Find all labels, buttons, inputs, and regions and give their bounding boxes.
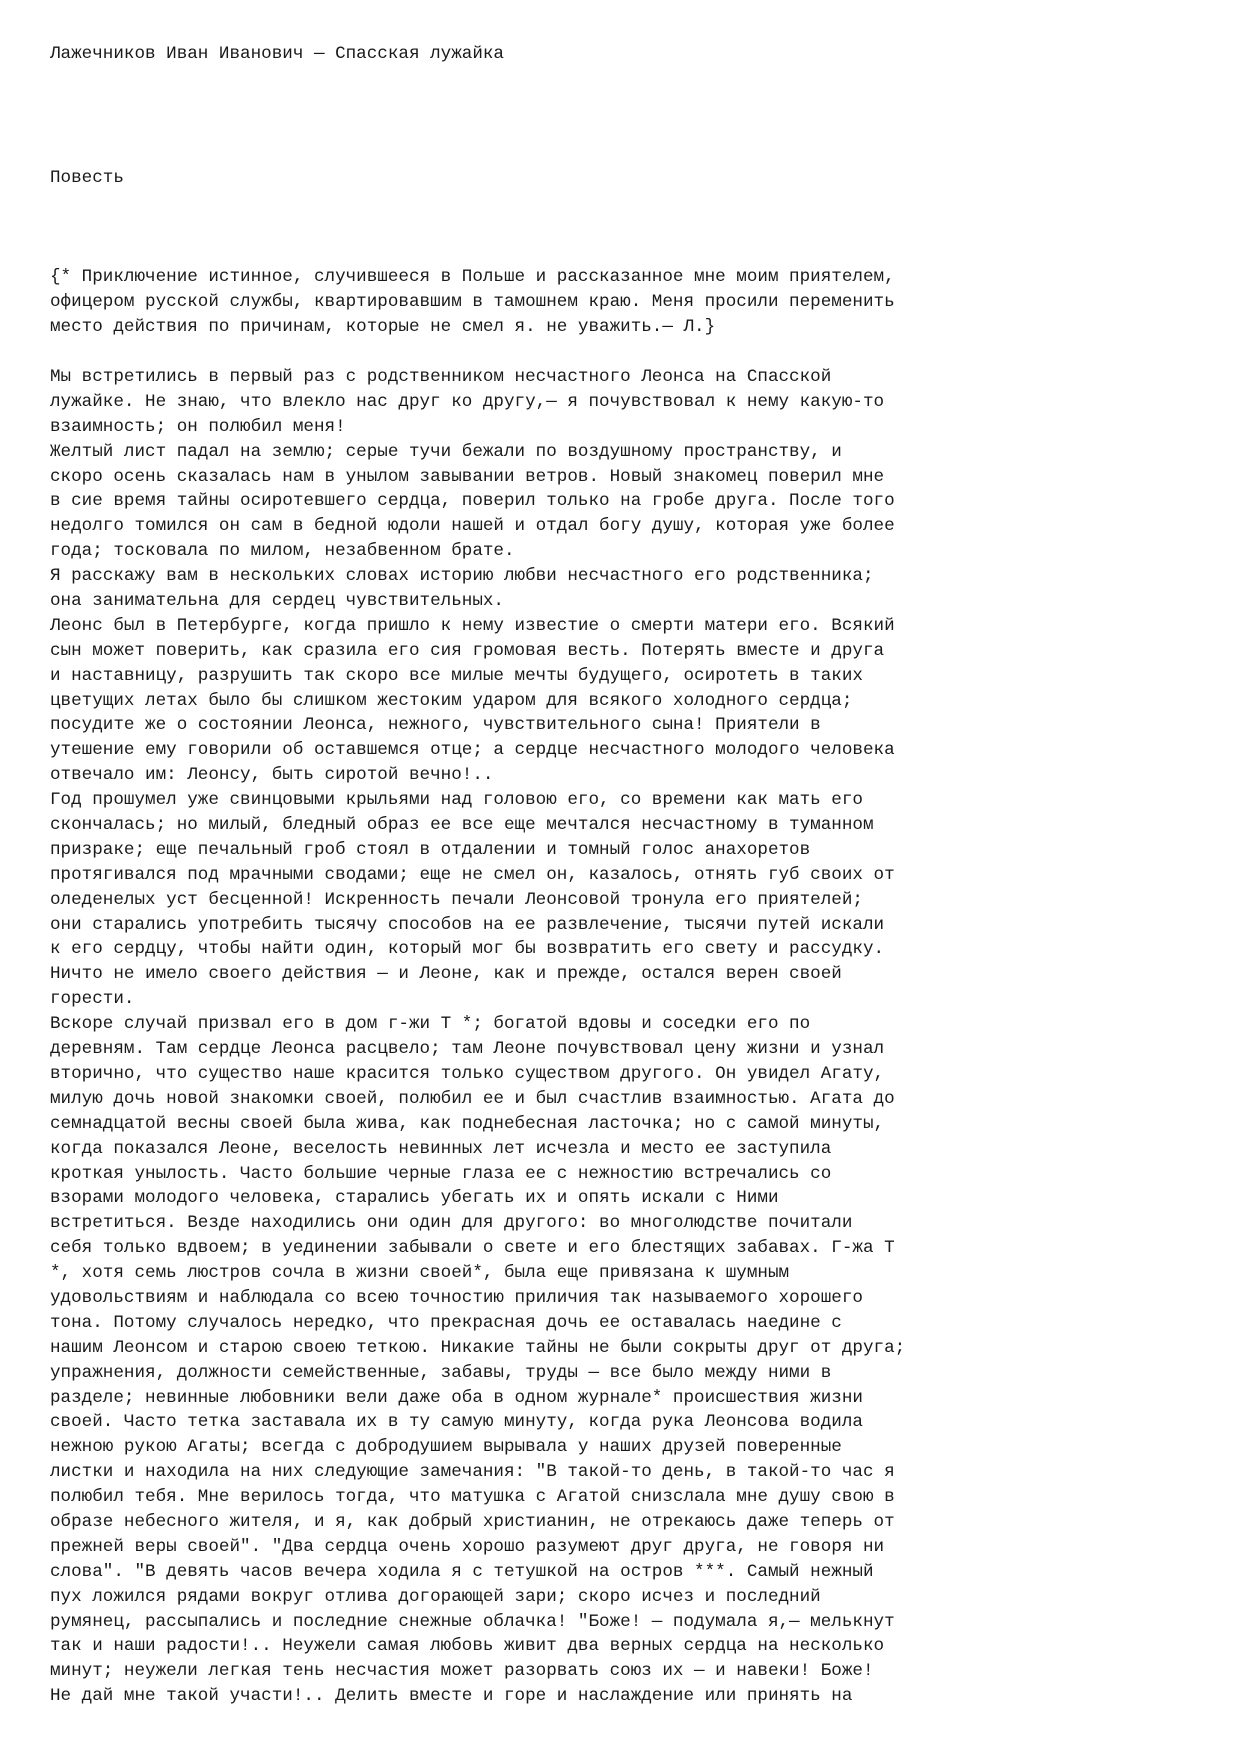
text-line: Не дай мне такой участи!.. Делить вместе и горе и наслаждение или принять на xyxy=(50,1686,853,1707)
text-line: прежней веры своей". "Два сердца очень хорошо разумеют друг друга, не говоря ни xyxy=(50,1536,885,1557)
text-line: скончалась; но милый, бледный образ ее все еще мечтался несчастному в туманном xyxy=(50,815,874,836)
text-line: скоро осень сказалась нам в унылом завывании ветров. Новый знакомец поверил мне xyxy=(50,466,885,487)
text-line: недолго томился он сам в бедной юдоли нашей и отдал богу душу, которая уже более xyxy=(50,516,895,537)
text-line: Я расскажу вам в нескольких словах историю любви несчастного его родственника; xyxy=(50,566,874,587)
text-line: образе небесного жителя, и я, как добрый христианин, не отрекаюсь даже теперь от xyxy=(50,1511,895,1532)
text-line: взорами молодого человека, старались убегать их и опять искали с Ними xyxy=(50,1188,779,1209)
text-line: призраке; еще печальный гроб стоял в отдалении и томный голос анахоретов xyxy=(50,839,811,860)
text-line: когда показался Леоне, веселость невинных лет исчезла и место ее заступила xyxy=(50,1138,832,1159)
text-line: пух ложился рядами вокруг отлива догорающей зари; скоро исчез и последний xyxy=(50,1586,821,1607)
text-line: и наставницу, разрушить так скоро все милые мечты будущего, осиротеть в таких xyxy=(50,665,863,686)
text-line: Мы встретились в первый раз с родственником несчастного Леонса на Спасской xyxy=(50,367,832,387)
text-line: цветущих летах было бы слишком жестоким ударом для всякого холодного сердца; xyxy=(50,690,853,711)
footnote-line: место действия по причинам, которые не смел я. не уважить.— Л.} xyxy=(50,317,716,337)
text-line: сын может поверить, как сразила его сия громовая весть. Потерять вместе и друга xyxy=(50,640,885,661)
document-genre: Повесть xyxy=(50,168,124,188)
footnote-block xyxy=(50,265,895,340)
body-text xyxy=(50,365,905,1709)
text-line: посудите же о состоянии Леонса, нежного, чувствительного сына! Приятели в xyxy=(50,715,821,736)
text-line: Вскоре случай призвал его в дом г-жи Т *; богатой вдовы и соседки его по xyxy=(50,1014,811,1035)
text-line: своей. Часто тетка заставала их в ту самую минуту, когда рука Леонсова водила xyxy=(50,1412,863,1433)
text-line: разделе; невинные любовники вели даже оба в одном журнале* происшествия жизни xyxy=(50,1387,863,1408)
text-line: удовольствиям и наблюдала со всею точностию приличия так называемого хорошего xyxy=(50,1287,863,1308)
text-line: себя только вдвоем; в уединении забывали о свете и его блестящих забавах. Г-жа Т xyxy=(50,1238,895,1259)
text-line: кроткая унылость. Часто большие черные глаза ее с нежностию встречались со xyxy=(50,1163,832,1184)
text-line: горести. xyxy=(50,989,135,1010)
text-line: утешение ему говорили об оставшемся отце; а сердце несчастного молодого человека xyxy=(50,740,895,761)
text-line: семнадцатой весны своей была жива, как поднебесная ласточка; но с самой минуты, xyxy=(50,1113,885,1134)
text-line: Леонс был в Петербурге, когда пришло к нему известие о смерти матери его. Всякий xyxy=(50,615,895,636)
text-line: взаимность; он полюбил меня! xyxy=(50,416,346,437)
document-title: Лажечников Иван Иванович — Спасская лужайка xyxy=(50,44,504,64)
text-line: они старались употребить тысячу способов на ее развлечение, тысячи путей искали xyxy=(50,914,885,935)
footnote-line: {* Приключение истинное, случившееся в Польше и рассказанное мне моим приятелем, xyxy=(50,267,895,287)
text-line: Год прошумел уже свинцовыми крыльями над головою его, со времени как мать его xyxy=(50,790,863,811)
text-line: Ничто не имело своего действия — и Леоне, как и прежде, остался верен своей xyxy=(50,964,842,985)
text-line: румянец, рассыпались и последние снежные облачка! "Боже! — подумала я,— мелькнут xyxy=(50,1611,895,1632)
text-line: милую дочь новой знакомки своей, полюбил ее и был счастлив взаимностью. Агата до xyxy=(50,1088,895,1109)
text-line: слова". "В девять часов вечера ходила я с тетушкой на остров ***. Самый нежный xyxy=(50,1561,874,1582)
text-line: лужайке. Не знаю, что влекло нас друг ко другу,— я почувствовал к нему какую-то xyxy=(50,391,885,412)
text-line: тона. Потому случалось нередко, что прекрасная дочь ее оставалась наедине с xyxy=(50,1312,842,1333)
text-line: к его сердцу, чтобы найти один, который мог бы возвратить его свету и рассудку. xyxy=(50,939,885,960)
text-line: она занимательна для сердец чувствительных. xyxy=(50,591,504,612)
text-line: так и наши радости!.. Неужели самая любовь живит два верных сердца на несколько xyxy=(50,1636,885,1657)
text-line: *, хотя семь люстров сочла в жизни своей*, была еще привязана к шумным xyxy=(50,1263,790,1284)
text-line: вторично, что существо наше красится только существом другого. Он увидел Агату, xyxy=(50,1063,885,1084)
text-line: нашим Леонсом и старою своею теткою. Никакие тайны не были сокрыты друг от друга; xyxy=(50,1337,906,1358)
text-line: года; тосковала по милом, незабвенном брате. xyxy=(50,541,515,562)
text-line: листки и находила на них следующие замечания: "В такой-то день, в такой-то час я xyxy=(50,1462,895,1483)
text-line: деревням. Там сердце Леонса расцвело; там Леоне почувствовал цену жизни и узнал xyxy=(50,1039,885,1060)
text-line: упражнения, должности семейственные, забавы, труды — все было между ними в xyxy=(50,1362,832,1383)
text-line: полюбил тебя. Мне верилось тогда, что матушка с Агатой снизслала мне душу свою в xyxy=(50,1487,895,1508)
text-line: минут; неужели легкая тень несчастия может разорвать союз их — и навеки! Боже! xyxy=(50,1661,874,1682)
text-line: нежною рукою Агаты; всегда с добродушием вырывала у наших друзей поверенные xyxy=(50,1437,842,1458)
text-line: протягивался под мрачными сводами; еще не смел он, казалось, отнять губ своих от xyxy=(50,864,895,885)
text-line: Желтый лист падал на землю; серые тучи бежали по воздушному пространству, и xyxy=(50,441,842,462)
text-line: в сие время тайны осиротевшего сердца, поверил только на гробе друга. После того xyxy=(50,491,895,512)
text-line: оледенелых уст бесценной! Искренность печали Леонсовой тронула его приятелей; xyxy=(50,889,863,910)
text-line: отвечало им: Леонсу, быть сиротой вечно!.. xyxy=(50,765,494,786)
text-line: встретиться. Везде находились они один для другого: во многолюдстве почитали xyxy=(50,1213,853,1234)
footnote-line: офицером русской службы, квартировавшим в тамошнем краю. Меня просили переменить xyxy=(50,292,895,312)
